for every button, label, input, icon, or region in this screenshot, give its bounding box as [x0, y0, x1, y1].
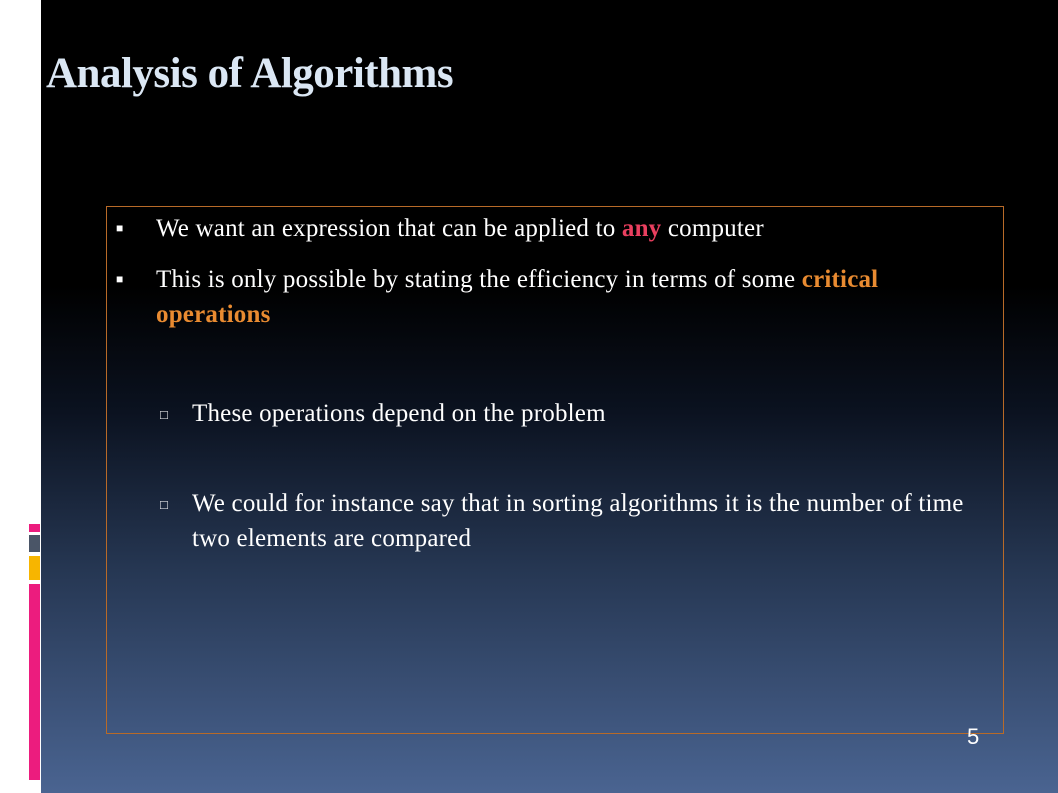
- sub-bullet-square-icon: □: [160, 497, 169, 512]
- bullet-text: This is only possible by stating the efficiency in terms of some: [156, 266, 802, 293]
- sub-bullet-item: [160, 396, 972, 431]
- bullet-text: computer: [661, 215, 764, 242]
- bullet-square-icon: ■: [116, 221, 124, 235]
- decoration-line: [32, 52, 35, 148]
- bullet-highlight: any: [621, 215, 662, 242]
- bullet-item: [116, 211, 976, 246]
- title-decoration-lines: [22, 52, 44, 148]
- accent-block-pink-long: [29, 584, 40, 780]
- slide-title: Analysis of Algorithms: [46, 50, 454, 97]
- sub-bullet-item: [160, 486, 972, 556]
- decoration-line: [27, 52, 30, 148]
- decoration-line: [22, 52, 25, 148]
- sub-bullet-square-icon: □: [160, 407, 169, 422]
- accent-block-yellow: [29, 556, 40, 580]
- bullet-highlight: critical operations: [156, 266, 879, 328]
- sub-bullet-text: These operations depend on the problem: [192, 400, 606, 427]
- accent-block-pink: [29, 524, 40, 532]
- bullet-text: We want an expression that can be applied to: [156, 215, 622, 242]
- accent-block-slate: [29, 535, 40, 552]
- page-number: 5: [967, 724, 980, 749]
- sub-bullet-text: We could for instance say that in sorting algorithms it is the number of time two elements are compared: [192, 490, 964, 552]
- bullet-item: [116, 262, 976, 332]
- bullet-square-icon: ■: [116, 272, 124, 286]
- decoration-line: [37, 52, 40, 148]
